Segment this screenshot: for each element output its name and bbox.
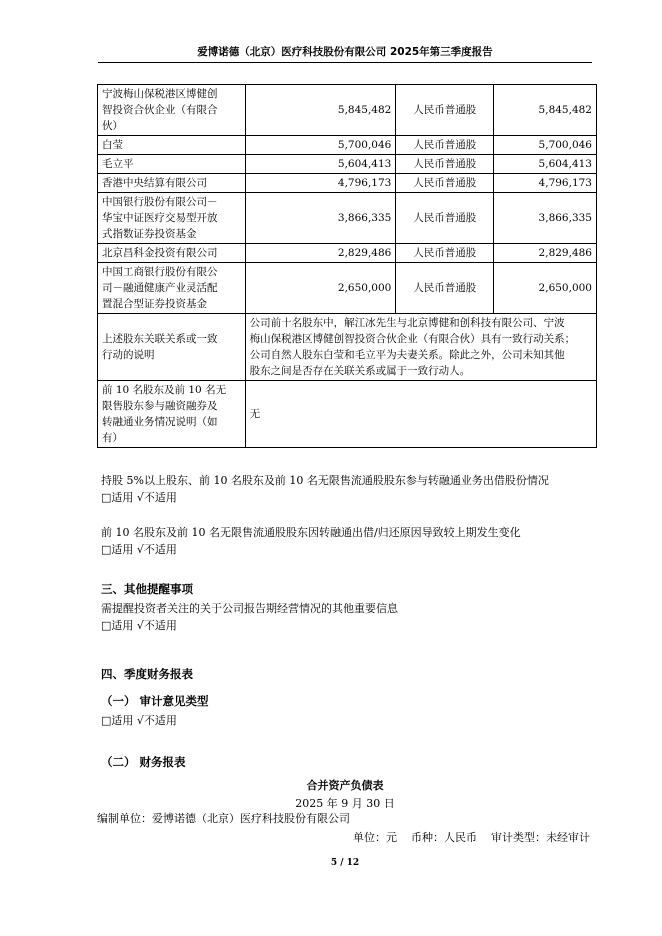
relation-text-line: 梅山保税港区博健创智投资合伙企业（有限合伙）具有一致行动关系； xyxy=(249,333,576,345)
audit-opinion-heading: （一） 审计意见类型 xyxy=(101,694,209,708)
shareholder-row xyxy=(98,174,597,193)
share-amount: 4,796,173 xyxy=(494,174,597,193)
shareholder-shares: 5,700,046 xyxy=(245,136,396,155)
section-other-reminders-heading: 三、其他提醒事项 xyxy=(101,582,193,596)
margin-info-row xyxy=(98,381,597,448)
shareholder-name-line: 香港中央结算有限公司 xyxy=(102,177,207,189)
shareholder-name-line: 式指数证券投资基金 xyxy=(102,228,197,240)
audit-opinion-option: □适用 √不适用 xyxy=(101,714,177,727)
shareholder-row xyxy=(98,263,597,314)
shareholder-name-line: 司－融通健康产业灵活配 xyxy=(102,282,218,294)
shareholder-shares: 5,845,482 xyxy=(245,85,396,136)
shareholder-name xyxy=(98,244,246,263)
margin-label-line: 有） xyxy=(102,432,123,444)
shareholder-shares: 4,796,173 xyxy=(245,174,396,193)
statement-title: 合并资产负债表 xyxy=(306,779,384,792)
shareholder-row xyxy=(98,155,597,174)
shareholder-shares: 5,604,413 xyxy=(245,155,396,174)
relation-text xyxy=(245,314,596,381)
relation-text-line: 公司自然人股东白莹和毛立平为夫妻关系。除此之外，公司未知其他 xyxy=(249,349,565,361)
share-type: 人民币普通股 xyxy=(396,174,494,193)
share-type: 人民币普通股 xyxy=(396,136,494,155)
shareholder-name-line: 毛立平 xyxy=(102,158,134,170)
reminders-option: □适用 √不适用 xyxy=(101,619,177,632)
shareholder-row xyxy=(98,85,597,136)
relation-label xyxy=(98,314,246,381)
share-type: 人民币普通股 xyxy=(396,263,494,314)
lending-change-title: 前 10 名股东及前 10 名无限售流通股股东因转融通出借/归还原因导致较上期发生变化 xyxy=(101,526,521,539)
shareholder-row xyxy=(98,193,597,244)
shareholder-name-line: 伙） xyxy=(102,120,123,132)
reminders-text: 需提醒投资者关注的关于公司报告期经营情况的其他重要信息 xyxy=(101,602,398,615)
shareholder-name-line: 中国工商银行股份有限公 xyxy=(102,266,218,278)
shareholder-name-line: 中国银行股份有限公司－ xyxy=(102,196,218,208)
share-type: 人民币普通股 xyxy=(396,155,494,174)
share-amount: 5,845,482 xyxy=(494,85,597,136)
report-header-title: 爱博诺德（北京）医疗科技股份有限公司 2025年第三季度报告 xyxy=(197,46,493,58)
shareholder-shares: 2,829,486 xyxy=(245,244,396,263)
shareholder-name-line: 智投资合伙企业（有限合 xyxy=(102,104,218,116)
margin-label-line: 前 10 名股东及前 10 名无 xyxy=(102,384,227,396)
statement-date: 2025 年 9 月 30 日 xyxy=(295,797,395,810)
share-amount: 5,700,046 xyxy=(494,136,597,155)
share-amount: 2,650,000 xyxy=(494,263,597,314)
shareholders-table xyxy=(97,84,597,448)
margin-info-label xyxy=(98,381,246,448)
shareholder-name xyxy=(98,263,246,314)
share-amount: 3,866,335 xyxy=(494,193,597,244)
lending-info-title: 持股 5%以上股东、前 10 名股东及前 10 名无限售流通股股东参与转融通业务出借股份情况 xyxy=(101,474,549,487)
lending-info-option: □适用 √不适用 xyxy=(101,491,177,504)
shareholder-name xyxy=(98,174,246,193)
relation-label-line: 行动的说明 xyxy=(102,349,155,361)
shareholder-name-line: 宁波梅山保税港区博健创 xyxy=(102,88,218,100)
relation-text-line: 股东之间是否存在关联关系或属于一致行动人。 xyxy=(249,365,471,377)
margin-label-line: 转融通业务情况说明（如 xyxy=(102,416,218,428)
financial-statements-subheading: （二） 财务报表 xyxy=(101,755,186,769)
shareholder-shares: 2,650,000 xyxy=(245,263,396,314)
statement-company: 编制单位：爱博诺德（北京）医疗科技股份有限公司 xyxy=(97,812,350,825)
shareholder-name xyxy=(98,193,246,244)
relation-label-line: 上述股东关联关系或一致 xyxy=(102,333,218,345)
shareholder-name xyxy=(98,85,246,136)
shareholder-row xyxy=(98,244,597,263)
share-amount: 2,829,486 xyxy=(494,244,597,263)
shareholder-name xyxy=(98,136,246,155)
margin-info-value: 无 xyxy=(245,381,596,448)
margin-label-line: 限售股东参与融资融券及 xyxy=(102,400,218,412)
page-number: 5 / 12 xyxy=(330,858,360,868)
section-financial-statements-heading: 四、季度财务报表 xyxy=(101,667,193,681)
relation-text-line: 公司前十名股东中，解江冰先生与北京博健和创科技有限公司、宁波 xyxy=(249,317,565,329)
share-type: 人民币普通股 xyxy=(396,244,494,263)
share-amount: 5,604,413 xyxy=(494,155,597,174)
lending-change-option: □适用 √不适用 xyxy=(101,543,177,556)
shareholder-row xyxy=(98,136,597,155)
header-divider xyxy=(98,62,592,63)
shareholder-name-line: 置混合型证券投资基金 xyxy=(102,298,207,310)
share-type: 人民币普通股 xyxy=(396,193,494,244)
share-type: 人民币普通股 xyxy=(396,85,494,136)
shareholder-name-line: 白莹 xyxy=(102,139,123,151)
statement-units: 单位：元 币种：人民币 审计类型：未经审计 xyxy=(353,831,590,844)
relation-row xyxy=(98,314,597,381)
shareholders-table-body xyxy=(98,85,597,314)
shareholder-name xyxy=(98,155,246,174)
shareholder-name-line: 华宝中证医疗交易型开放 xyxy=(102,212,218,224)
shareholder-name-line: 北京昌科金投资有限公司 xyxy=(102,247,218,259)
shareholder-shares: 3,866,335 xyxy=(245,193,396,244)
